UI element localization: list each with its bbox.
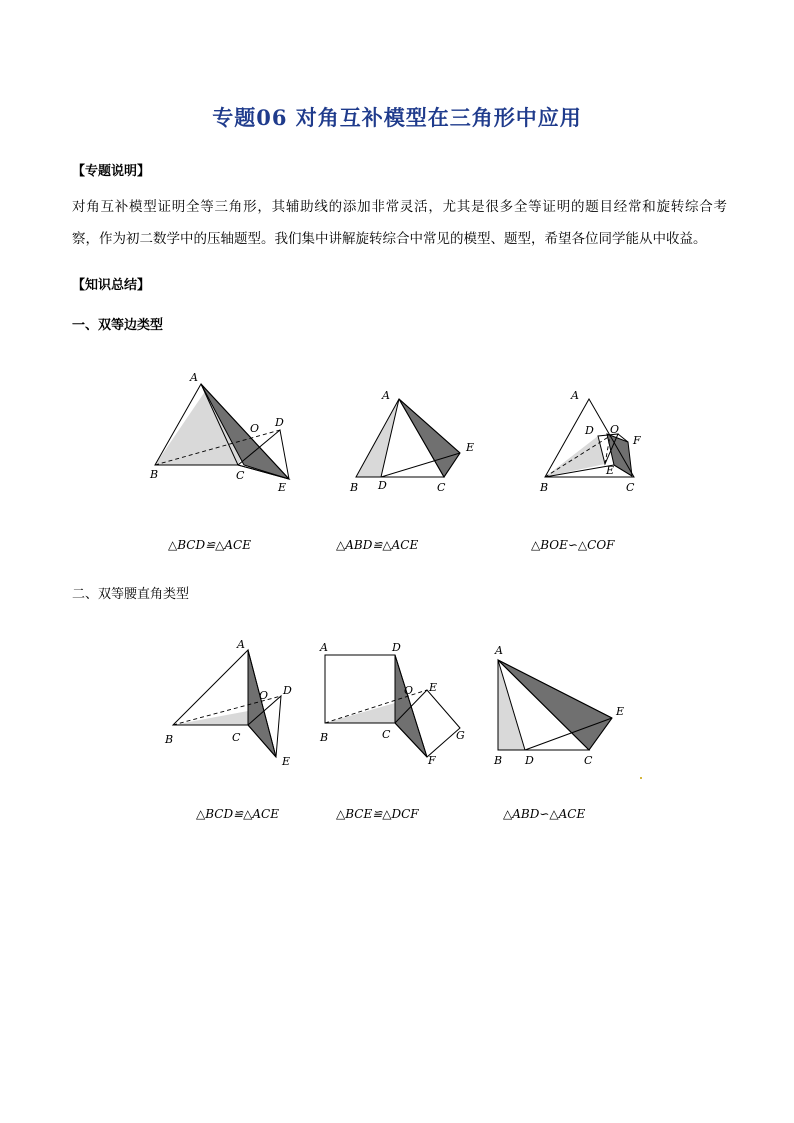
point-label: O: [404, 684, 414, 697]
point-label: F: [428, 754, 436, 767]
point-label: B: [350, 481, 359, 494]
point-label: C: [437, 481, 446, 494]
point-label: C: [382, 728, 391, 741]
point-label: B: [320, 731, 329, 744]
point-label: O: [259, 689, 269, 702]
figure-equilateral-3: [531, 389, 641, 552]
figure-caption: △BCD≌△ACE: [168, 538, 251, 552]
point-label: D: [378, 479, 387, 492]
point-label: D: [585, 424, 594, 437]
point-label: A: [320, 641, 328, 654]
point-label: D: [283, 684, 292, 697]
figure-caption: △BCD≌△ACE: [196, 807, 279, 821]
figure-isosceles-right-2: [319, 641, 465, 821]
figure-equilateral-2: [336, 389, 474, 552]
section-heading-summary: 【知识总结】: [72, 278, 151, 293]
point-label: C: [584, 754, 593, 767]
figure-caption: △BCE≌△DCF: [336, 807, 419, 821]
point-label: A: [495, 644, 503, 657]
point-label: E: [616, 705, 625, 718]
point-label: A: [571, 389, 579, 402]
point-label: B: [150, 468, 159, 481]
point-label: B: [165, 733, 174, 746]
point-label: D: [275, 416, 284, 429]
point-label: A: [382, 389, 390, 402]
figure-isosceles-right-1: [164, 638, 292, 821]
part1-heading: 一、双等边类型: [72, 318, 164, 333]
section-heading-intro: 【专题说明】: [72, 164, 151, 179]
point-label: O: [250, 422, 260, 435]
point-label: B: [494, 754, 503, 767]
figure-isosceles-right-3: [493, 644, 642, 821]
figure-caption: △BOE∽△COF: [531, 538, 615, 552]
intro-line-2: 察，作为初二数学中的压轴题型。我们集中讲解旋转综合中常见的模型、题型，希望各位同学能从中收益。: [72, 231, 707, 247]
intro-line-1: 对角互补模型证明全等三角形，其辅助线的添加非常灵活，尤其是很多全等证明的题目经常和旋转综合考: [72, 199, 727, 215]
part2-heading: 二、双等腰直角类型: [72, 587, 190, 602]
point-label: D: [392, 641, 401, 654]
point-label: F: [633, 434, 641, 447]
figure-caption: △ABD≌△ACE: [336, 538, 419, 552]
point-label: A: [190, 371, 198, 384]
point-label: E: [606, 464, 615, 477]
point-label: O: [610, 423, 620, 436]
point-label: C: [626, 481, 635, 494]
point-label: C: [236, 469, 245, 482]
point-label: E: [466, 441, 475, 454]
figure-caption: △ABD∽△ACE: [503, 807, 586, 821]
point-label: G: [456, 729, 465, 742]
point-label: E: [282, 755, 291, 768]
figure-equilateral-1: [149, 371, 289, 552]
point-label: A: [237, 638, 245, 651]
page-title: 专题06 对角互补模型在三角形中应用: [212, 105, 582, 130]
point-label: E: [429, 681, 438, 694]
point-label: C: [232, 731, 241, 744]
point-label: E: [278, 481, 287, 494]
point-label: B: [540, 481, 549, 494]
point-label: D: [525, 754, 534, 767]
